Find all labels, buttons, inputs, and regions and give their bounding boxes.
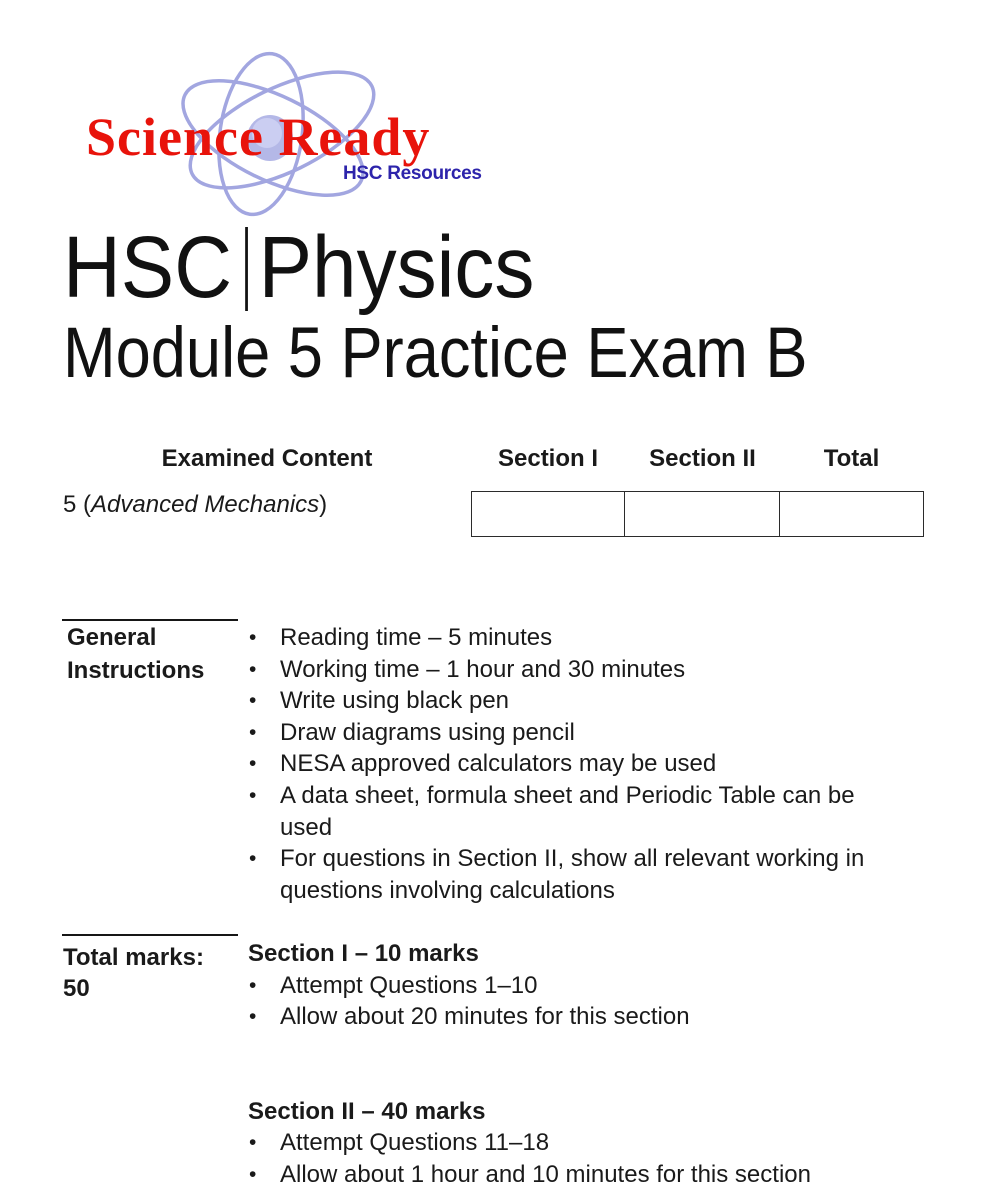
list-item-text: Write using black pen [280, 687, 510, 715]
list-item [248, 622, 888, 654]
general-instructions-label-line2: Instructions [67, 657, 205, 684]
general-instructions-label-line1: General [67, 624, 157, 651]
instruction-list [248, 622, 888, 906]
sections-summary [248, 938, 958, 1191]
list-item [248, 1159, 958, 1191]
list-item [248, 843, 888, 906]
section-gap [248, 1033, 958, 1096]
list-item [248, 685, 888, 717]
list-item [248, 970, 958, 1002]
bullet-icon: • [249, 847, 257, 871]
page-title [63, 219, 535, 316]
marks-cell-section-i [471, 491, 625, 537]
list-item-text: Reading time – 5 minutes [280, 624, 553, 651]
brand-tagline: HSC Resources [343, 163, 482, 184]
general-instructions-label [67, 621, 204, 687]
section-ii-heading: Section II – 40 marks [248, 1097, 486, 1125]
total-marks-value: 50 [63, 975, 90, 1002]
page-subtitle: Module 5 Practice Exam B [63, 314, 808, 393]
bullet-icon: • [249, 1131, 257, 1155]
list-item-text: NESA approved calculators may be used [280, 750, 717, 778]
list-item-text: Attempt Questions 1–10 [280, 971, 538, 999]
bullet-icon: • [249, 1005, 257, 1029]
brand-text: Science Ready [86, 107, 431, 167]
bullet-icon: • [249, 973, 257, 997]
list-item-text: Draw diagrams using pencil [280, 718, 575, 746]
total-marks-caption: Total marks: [63, 944, 204, 971]
examined-content-header: Examined Content [161, 445, 373, 472]
marks-cell-total [780, 491, 924, 537]
bullet-icon: • [249, 720, 257, 744]
list-item-text: Allow about 20 minutes for this section [280, 1003, 690, 1031]
bullet-icon: • [249, 1162, 257, 1186]
text-caret [245, 227, 248, 311]
list-item-text: For questions in Section II, show all relevant working in questions involving calculations [280, 845, 865, 904]
bullet-icon: • [249, 689, 257, 713]
list-item [248, 717, 888, 749]
list-item [248, 1127, 958, 1159]
total-marks-label [63, 942, 204, 1004]
marks-cell-section-ii [625, 491, 780, 537]
bullet-icon: • [249, 657, 257, 681]
list-item-text: A data sheet, formula sheet and Periodic Table can be used [280, 781, 855, 841]
section-i-heading: Section I – 10 marks [248, 940, 479, 967]
divider-line [62, 934, 238, 936]
bullet-icon: • [249, 783, 257, 807]
list-item [248, 1001, 958, 1033]
bullet-icon: • [249, 752, 257, 776]
list-item [248, 654, 888, 686]
column-header-total: Total [823, 445, 880, 472]
column-header-section-i: Section I [497, 445, 599, 472]
list-item [248, 748, 888, 780]
page-title-left: HSC [63, 219, 232, 316]
column-header-section-ii: Section II [649, 445, 756, 472]
module-row-suffix: ) [319, 491, 328, 518]
page-title-right: Physics [258, 219, 535, 316]
bullet-icon: • [249, 626, 257, 649]
list-item-text: Allow about 1 hour and 10 minutes for this section [280, 1160, 811, 1188]
list-item-text: Working time – 1 hour and 30 minutes [280, 655, 686, 683]
module-row-name: Advanced Mechanics [91, 491, 320, 518]
module-row-label [63, 491, 327, 519]
list-item [248, 780, 888, 843]
list-item-text: Attempt Questions 11–18 [280, 1129, 550, 1157]
module-row-prefix: 5 ( [63, 491, 92, 518]
marks-entry-row [471, 491, 924, 537]
